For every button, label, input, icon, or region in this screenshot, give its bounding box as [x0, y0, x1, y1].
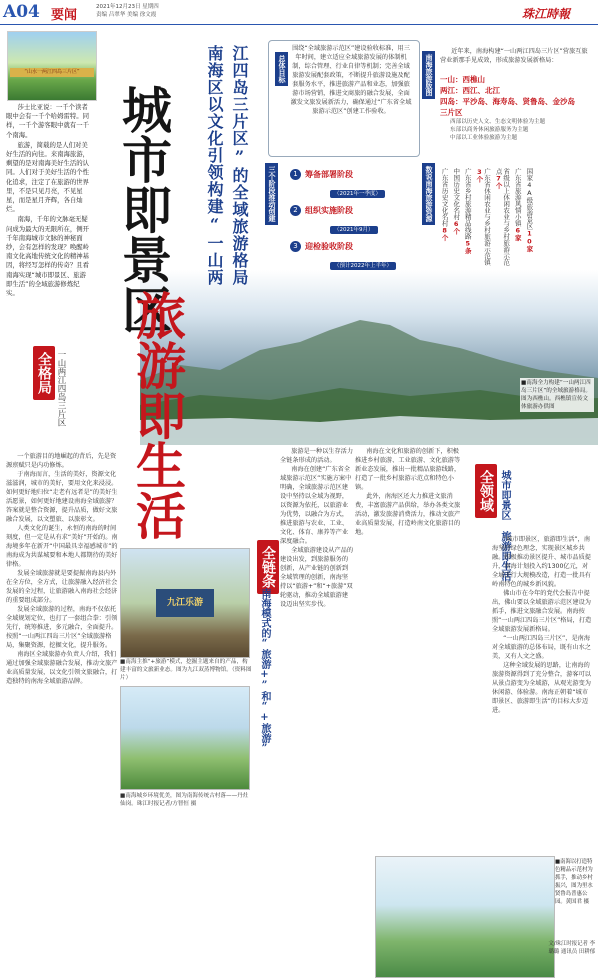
highlight-name: 三片区 — [440, 108, 463, 117]
data-label: 广东省旅游风情小镇 — [513, 168, 522, 227]
highlight-name: 两江：西江、北江 — [440, 86, 500, 95]
highlights-list — [440, 74, 590, 142]
data-item — [525, 168, 533, 268]
data-value: 5条 — [463, 239, 472, 254]
section-label-quange: 全格局 — [33, 346, 55, 400]
phases-tab: 三个阶段推动创建 — [265, 163, 278, 225]
article-paragraph: 发展全域旅游的过程，南海不仅依托全域规划定位，也打了一套组合拳：引领先行，统筹推进，多元融合，全面提升。按照“一山两江四岛三片区”全域旅游格局，集聚资源，挖掘文化，提升服务。 — [6, 606, 118, 649]
overview-text: 围绕“全域旅游示范区”建设验收标准，用三年时间，建立适应全域旅游发展的体制机制，综合管理、行业自律等机制；完善全域旅游发展配套政策，不断提升旅游设施及配套服务水平，推进旅游产品和业态，加强旅游市场营销，推进文商旅的融合发展，全面激发文旅发展新活力，确保通过“广东省全域旅游示范区”创建工作验收。 — [290, 45, 412, 115]
highlight-name: 一山：西樵山 — [440, 75, 485, 84]
highlight-name: 四岛：平沙岛、海寿岛、贤鲁岛、金沙岛 — [440, 97, 575, 106]
phase-number: 2 — [290, 205, 301, 216]
article-paragraph: 于南海而言，生活的美好，资源文化滋滋润，城市的美好，要用文化来浸浸。如何更好地归位“走老有远者是”的美好生活愿景，如何更好地建设南海全域旅游？答案就是整合资源，提升品质，做好文旅融合发展，以文塑旅、以旅彰文。 — [6, 471, 118, 523]
highlight-sub: 东部以商务休闲旅游服务为主题 — [450, 127, 529, 133]
intro-paragraph: 莎士比亚说：一千个读者眼中会有一千个哈姆雷特。同样，一千个游客眼中就有一千个南海。 — [6, 103, 90, 139]
scenic-photo-band — [140, 270, 598, 445]
article-paragraph: 一个旅游目的地崛起的背后，先是资源禀赋只是内功修炼。 — [6, 453, 117, 469]
data-tab: 数说南海旅游资源 — [422, 163, 435, 225]
top-left-photo — [7, 31, 97, 101]
subtitle-line2: 南海区以文化引领构建“一山两 — [205, 45, 224, 286]
data-value: 3个 — [475, 168, 484, 183]
data-label: 广东省历史文化名村 — [440, 168, 449, 227]
page-header — [0, 0, 598, 26]
data-item — [513, 168, 521, 268]
phase-date-row — [320, 180, 420, 199]
data-item — [452, 168, 460, 268]
column-right — [492, 535, 592, 715]
phase-date-row — [320, 252, 420, 271]
data-item — [494, 168, 509, 268]
issue-date: 2021年12月23日 星期四 — [96, 4, 159, 10]
mountain-silhouette — [140, 270, 598, 445]
phase-name: 组织实施阶段 — [305, 206, 353, 215]
article-paragraph: “一山两江四岛三片区”，是南海对全域旅游的总体布局，既有山水之美，又有人文之盛。 — [492, 635, 591, 660]
intro-paragraph: 旅游，简载的是人们对美好生活的向往。来南海旅游，剩望的是对南海美好生活的认同。人们对于美好生活的个性化追求，注定了在旅游的世界里，不是只见月亮，不见星星，而是星月齐辉，各自灿烂。 — [6, 140, 90, 214]
band-caption: ■南海全力构建“一山两江四岛三片区”的全域旅游格局。图为西樵山。西樵镇宣传文体旅游办供图 — [520, 378, 594, 412]
data-item — [463, 168, 471, 268]
data-item — [440, 168, 448, 268]
section-name: 要闻 — [51, 8, 78, 23]
phase-date: （2021年一季度） — [330, 190, 385, 198]
museum-photo — [120, 548, 250, 658]
museum-photo-caption: ■南海主推“+旅游”模式，挖掘主题来自的产品，构建丰富的文旅新业态。图为九江双蒸博物馆。（资料图片） — [120, 659, 252, 681]
article-paragraph: 南海区全域旅游办负责人介绍，我们通过加强全域旅游融合发展，推动文旅产业高质量发展，以文化引领文旅融合，打造独特的南海全域旅游品牌。 — [6, 651, 118, 685]
village-photo-caption: ■南海城乡环境优美，图为南海传统古村落——丹灶仙岗。珠江时报记者/方智恒 摄 — [120, 793, 249, 807]
highlight-sub: 中部以工业体验旅游为主题 — [450, 135, 518, 141]
data-label: 国家4A级旅游景区 — [525, 168, 534, 230]
byline: 文/珠江时报记者 李璐璐 通讯员 田耕郁 — [548, 941, 595, 955]
article-paragraph: 南海在文化和旅游的创新下，积极推进乡村旅游、工业旅游、文化旅游等新业态发展，推出一批精品旅游线路，打造了一批乡村旅游示范点和特色小镇。 — [355, 448, 461, 491]
overview-tab: 总体目标 — [275, 52, 288, 86]
article-paragraph: 此外，南海区还大力推进文旅消费，丰富旅游产品供给，举办各类文旅活动，激发旅游消费活力，推动文旅产业高质量发展，打造岭南文化旅游目的地。 — [355, 493, 461, 536]
phase-number: 3 — [290, 241, 301, 252]
newspaper-logo: 珠江時報 — [522, 7, 571, 21]
data-value: 8个 — [440, 226, 449, 241]
nanhai-tab: 南海旅游版图 — [422, 51, 435, 99]
article-paragraph: 旅游是一种以生存活力全链条形成的活动。 — [280, 448, 354, 464]
main-title-line1: 城市即景区 — [114, 84, 173, 334]
museum-sign: 九江乐游 — [156, 589, 214, 617]
article-paragraph: “城市即景区，旅游即生活”，南海坚持绿色理念，实现景区城乡共融。积极推动景区提升、城市品质提升，南海计划投入约1300亿元，对全域进行大规模改造，打造一批具有岭南特色的城乡新风貌。 — [492, 536, 591, 588]
page-number: A04 — [3, 2, 40, 22]
data-value: 7个 — [494, 174, 503, 189]
phase-number: 1 — [290, 169, 301, 180]
phases-list — [290, 165, 420, 273]
phase-name: 筹备部署阶段 — [305, 170, 353, 179]
data-value: 6家 — [513, 226, 522, 241]
village-photo — [120, 686, 250, 790]
phase-name: 迎检验收阶段 — [305, 242, 353, 251]
park-photo — [375, 856, 555, 978]
data-value: 6个 — [452, 220, 461, 235]
park-photo-caption: ■南海以打造特色精品示范村为抓手，推动乡村振兴，图为里水贤鲁岛普惠公园。黄国君 摄 — [555, 859, 593, 905]
article-paragraph: 人类文化的诞生，永恒的南海的时间刻度，但一定是从有求“美好”开始的。南海境多年在新开“中国最具幸福感城市”的南海成为共谋城要和本地人都期待的美好律格。 — [6, 525, 118, 568]
data-value: 10家 — [525, 229, 534, 252]
phase-date: （预计2022年上半年） — [330, 262, 396, 270]
column-center — [280, 447, 354, 609]
main-title-line2: 旅游即生活 — [128, 290, 187, 540]
editors: 责编 吕翠华 美编 徐文霞 — [96, 12, 157, 18]
photo-banner: “山水一两江四岛三片区” — [10, 68, 94, 77]
nanhai-intro: 近年来，南海构建“一山两江四岛三片区”营旅互旅营业新那手见成效，形成旅游发展新格局： — [440, 48, 588, 64]
phase-date: （2021年9月） — [330, 226, 378, 234]
section-label-quanling: 全领域 — [475, 464, 497, 518]
section-label-quanlian: 全链条 — [257, 540, 279, 594]
subtitle-line1: 江四岛三片区”的全域旅游格局 — [230, 45, 249, 286]
article-paragraph: 全域旅游建设从产品的建设出发，到旅游服务的创新，从产业链的创新到全域管理的创新，南海坚持以“旅游+”和“+旅游”双轮驱动，推动全域旅游建设迈出坚实步伐。 — [280, 547, 354, 608]
data-label: 中国历史文化名村 — [452, 168, 461, 220]
intro-paragraph: 南海，千年的文脉毫无疑问成为最大的无限所在，侧开千年南海城市文脉的神秘面纱，会有怎样的发现？唤醒岭南文化高地传统文化的精神基因，将经写怎样的传奇？且看南海实现“城市即景区、旅游即生活”的全域旅游修炼纪实。 — [6, 215, 90, 298]
column-mid — [355, 447, 465, 537]
data-columns — [440, 168, 532, 268]
data-label: 广东省休闲农业与乡村旅游示范镇 — [482, 168, 491, 266]
header-meta — [96, 3, 206, 19]
article-paragraph: 发展全域旅游就是要提振南海县内外在全方位，全方式，让旅游融入经济社会发展的全过程，让旅游融入南海社会经济的重要组成部分。 — [6, 570, 118, 604]
phase-date-row — [320, 216, 420, 235]
header-rule — [0, 24, 598, 25]
column-left — [6, 452, 118, 686]
intro-text — [6, 103, 90, 299]
data-label: 省级以上休闲农业与乡村旅游示范点 — [494, 168, 511, 266]
data-item — [475, 168, 490, 268]
section-sub-quanlian: 南海模式的“旅游+”和“+旅游” — [259, 588, 270, 754]
article-paragraph: 南海在创建“广东省全域旅游示范区”实施方案中明确，全域旅游示范区建设中坚持以全域为视野，以资源为依托，以旅游业为优势，以融合为方式，推进旅游与农业、工业、文化、体育、康养等产业深度融合。 — [280, 466, 352, 545]
section-sub-quange: 一山两江四岛三片区 — [56, 350, 66, 427]
highlight-sub: 西部以历史人文、生态文明体验为主题 — [450, 119, 546, 125]
section-sub-quanling: 城市即景区 旅游即生活 — [499, 470, 510, 581]
article-paragraph: 这种全域发展的思路，让南海的旅游资源得到了充分整合，游客可以从景点游变为全域游，从观光游变为休闲游、体验游。南海正朝着“城市即景区、旅游即生活”的目标大步迈进。 — [492, 662, 591, 714]
article-paragraph: 佛山市在今年的党代会报告中提出，佛山要以全域旅游示范区建设为抓手，推进文旅融合发展。南海按照“一山两江四岛三片区”格局，打造全域旅游发展新格局。 — [492, 590, 592, 633]
data-label: 广东省乡村旅游精品线路 — [463, 168, 472, 240]
